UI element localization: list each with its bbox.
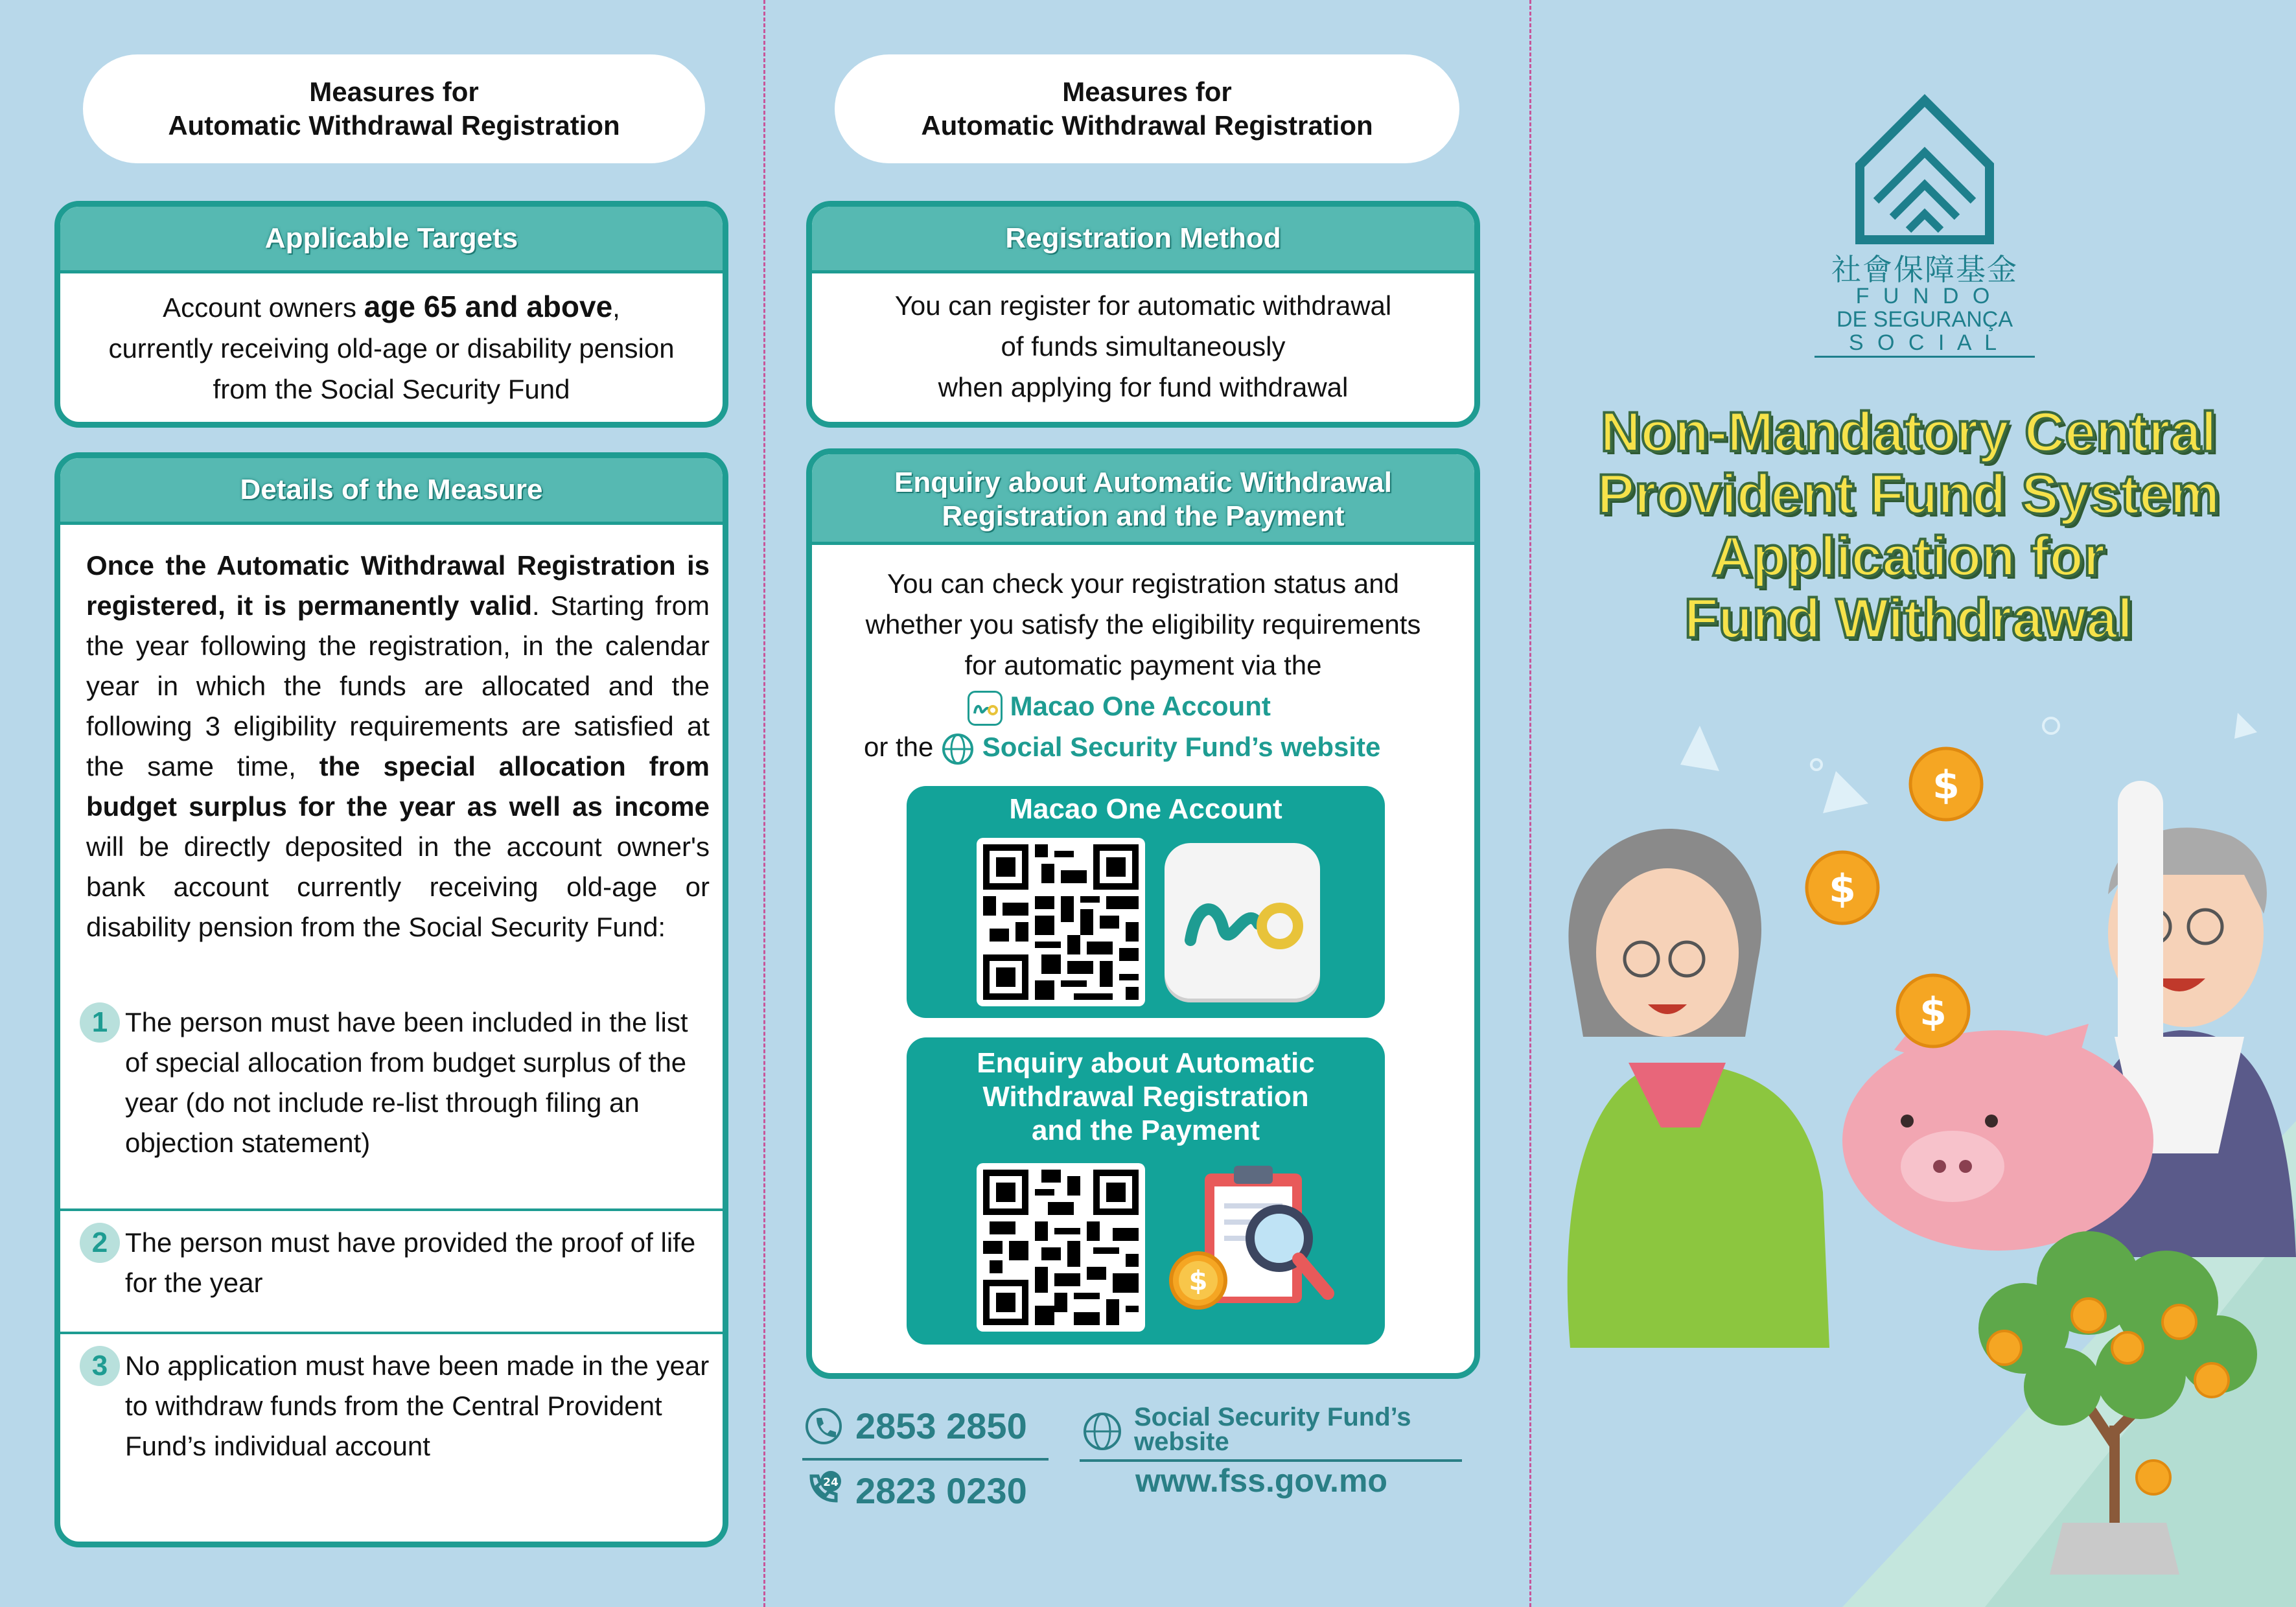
- targets-line-2: currently receiving old-age or disability pension: [108, 333, 675, 364]
- applicable-targets-heading: Applicable Targets: [60, 207, 723, 273]
- enquiry-line-3: for automatic payment via the: [964, 650, 1322, 680]
- details-card: [54, 452, 728, 1547]
- enquiry-qr-title: [907, 1037, 1385, 1148]
- phone-number[interactable]: 2853 2850: [855, 1405, 1027, 1446]
- method-line-3: when applying for fund withdrawal: [938, 372, 1349, 402]
- website-label-1: Social Security Fund’s: [1134, 1403, 1411, 1431]
- requirement-text-3: No application must have been made in the year to withdraw funds from the Central Provident Fund’s individual account: [125, 1350, 710, 1461]
- phone-row: [802, 1405, 1049, 1461]
- divider-2: [60, 1332, 723, 1334]
- registration-method-text: [812, 273, 1474, 408]
- details-text-2: will be directly deposited in the account owner's bank account currently receiving old-age or disability pension from the Social Security Fund:: [86, 831, 710, 942]
- macao-one-qr-title: Macao One Account: [1009, 793, 1282, 825]
- requirement-1: [80, 1002, 710, 1163]
- enquiry-line-2: whether you satisfy the eligibility requirements: [865, 609, 1421, 640]
- website-row: [1080, 1405, 1462, 1462]
- clipboard-magnifier-icon: [1166, 1161, 1347, 1329]
- or-the-text: or the: [864, 732, 934, 762]
- svg-text:$: $: [1919, 989, 1947, 1035]
- fss-website-link[interactable]: Social Security Fund’s website: [982, 732, 1381, 762]
- fss-house-icon: [1847, 91, 2002, 246]
- svg-text:$: $: [1829, 866, 1856, 912]
- macao-one-small-icon: [968, 691, 1003, 726]
- details-heading: Details of the Measure: [60, 458, 723, 525]
- requirement-number-3: 3: [80, 1346, 120, 1386]
- requirement-text-2: The person must have provided the proof of life for the year: [125, 1227, 696, 1298]
- macao-one-qr-code[interactable]: [977, 838, 1145, 1006]
- enquiry-qr-panel: [907, 1037, 1385, 1345]
- globe-icon: [941, 732, 975, 766]
- macao-one-account-link[interactable]: Macao One Account: [1010, 691, 1271, 721]
- registration-method-card: [806, 201, 1480, 428]
- method-line-2: of funds simultaneously: [1001, 331, 1286, 362]
- logo-line-1: F U N D O: [1855, 284, 1994, 308]
- enquiry-line-1: You can check your registration status and: [887, 568, 1399, 599]
- divider-1: [60, 1208, 723, 1211]
- enquiry-qr-title-3: and the Payment: [1031, 1115, 1260, 1146]
- logo-chinese: 社會保障基金: [1831, 253, 2018, 286]
- website-label: [1134, 1405, 1411, 1454]
- enquiry-qr-title-2: Withdrawal Registration: [982, 1081, 1309, 1113]
- details-bold-1: Once the Automatic Withdrawal Registration is registered, it is permanently valid: [86, 550, 710, 621]
- enquiry-text: [812, 545, 1474, 767]
- logo-line-3: S O C I A L: [1815, 330, 2035, 358]
- requirement-2: [80, 1223, 710, 1303]
- enquiry-heading-line-2: Registration and the Payment: [942, 500, 1345, 532]
- svg-text:$: $: [1189, 1265, 1208, 1297]
- enquiry-link-row-2: [864, 726, 1474, 767]
- logo-line-2: DE SEGURANÇA: [1836, 307, 2013, 332]
- enquiry-qr-code[interactable]: [977, 1163, 1145, 1332]
- requirement-text-1: The person must have been included in the list of special allocation from budget surplus of the year (do not include re-list through filing an objection statement): [125, 1007, 688, 1158]
- enquiry-card: [806, 448, 1480, 1379]
- macao-one-qr-panel: [907, 786, 1385, 1018]
- phone-24h-icon: [805, 1468, 845, 1509]
- targets-line-1: [60, 286, 723, 328]
- enquiry-qr-title-1: Enquiry about Automatic: [977, 1047, 1315, 1079]
- svg-text:$: $: [1932, 763, 1960, 808]
- title-line-1: Non-Mandatory Central: [1600, 401, 2217, 463]
- elderly-couple-piggy-bank-illustration: [1531, 700, 2296, 1607]
- website-globe-icon: [1082, 1411, 1122, 1451]
- pill-line-2: Automatic Withdrawal Registration: [921, 110, 1373, 141]
- pill-line-1: Measures for: [1062, 76, 1232, 107]
- applicable-targets-card: [54, 201, 728, 428]
- requirement-number-2: 2: [80, 1223, 120, 1263]
- title-line-2: Provident Fund System: [1597, 463, 2220, 526]
- details-paragraph: [86, 546, 710, 947]
- applicable-targets-text: [60, 273, 723, 410]
- registration-method-heading: Registration Method: [812, 207, 1474, 273]
- website-url[interactable]: www.fss.gov.mo: [1135, 1462, 1387, 1499]
- enquiry-heading-line-1: Enquiry about Automatic Withdrawal: [894, 467, 1392, 498]
- phone24-row: [802, 1463, 1049, 1515]
- enquiry-heading: [812, 454, 1474, 545]
- phone-icon: [805, 1407, 842, 1445]
- fold-line-left: [763, 0, 765, 1607]
- phone-24h-number[interactable]: 2823 0230: [855, 1470, 1027, 1511]
- enquiry-link-row-1: [968, 686, 1474, 726]
- details-text-1: . Starting from the year following the registration, in the calendar year in which the funds are allocated and the following 3 eligibility requirements are satisfied at the same time,: [86, 590, 710, 781]
- fss-logo: [1815, 91, 2035, 363]
- targets-post: ,: [612, 292, 620, 323]
- title-line-4: Fund Withdrawal: [1684, 588, 2133, 650]
- details-bold-2: the special allocation from budget surplus for the year as well as income: [86, 751, 710, 822]
- middle-header-pill: [835, 54, 1459, 163]
- requirement-3: [80, 1346, 710, 1466]
- targets-age: age 65 and above: [364, 290, 613, 323]
- macao-one-app-icon: [1165, 843, 1320, 999]
- title-line-3: Application for: [1711, 526, 2105, 588]
- targets-pre: Account owners: [163, 292, 364, 323]
- targets-line-3: from the Social Security Fund: [213, 374, 570, 404]
- method-line-1: You can register for automatic withdrawal: [894, 290, 1392, 321]
- requirement-number-1: 1: [80, 1002, 120, 1043]
- website-label-2: website: [1134, 1428, 1229, 1456]
- pill-line-2: Automatic Withdrawal Registration: [168, 110, 620, 141]
- pill-line-1: Measures for: [309, 76, 479, 107]
- svg-text:24: 24: [823, 1476, 839, 1489]
- left-header-pill: [83, 54, 705, 163]
